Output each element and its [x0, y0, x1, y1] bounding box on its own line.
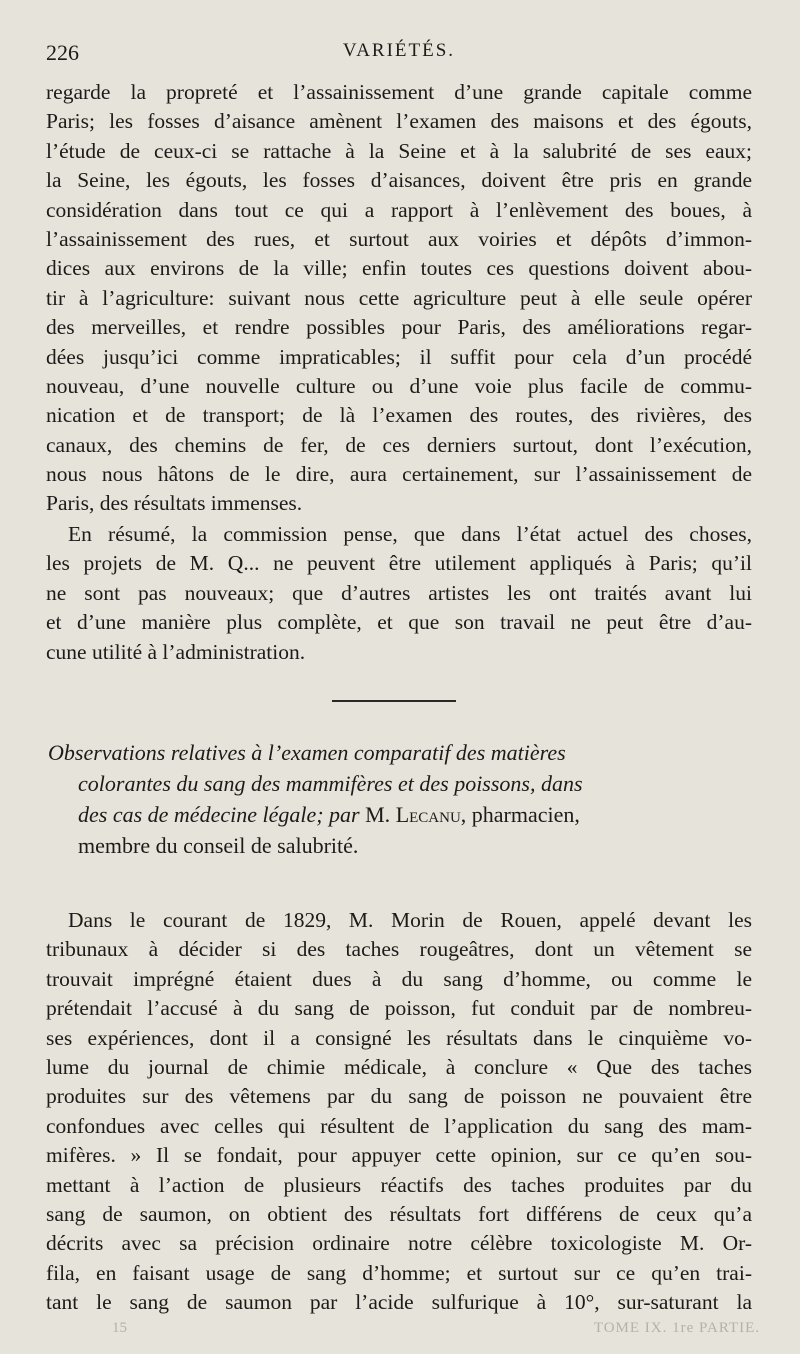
volume-mark: TOME IX. 1re PARTIE. [593, 1320, 760, 1336]
text-line: la Seine, les égouts, les fosses d’aisances, doivent être pris en grande [46, 168, 752, 193]
author-prefix: M. [365, 802, 391, 827]
text-line: produites sur des vêtemens par du sang de poisson ne pouvaient être [46, 1084, 752, 1109]
text-line: nouveau, d’une nouvelle culture ou d’une voie plus facile de commu- [46, 373, 752, 398]
page-header [46, 40, 752, 76]
text-line: prétendait l’accusé à du sang de poisson, fut conduit par de nombreu- [46, 996, 752, 1021]
text-line: et d’une manière plus complète, et que son travail ne peut être d’au- [46, 610, 752, 635]
text-line: En résumé, la commission pense, que dans l’état actuel des choses, [68, 522, 752, 546]
text-line: les projets de M. Q... ne peuvent être utilement appliqués à Paris; qu’il [46, 551, 752, 576]
article-title [48, 737, 752, 861]
text-line: considération dans tout ce qui a rapport à l’enlèvement des boues, à [46, 197, 752, 222]
text-line: l’assainissement des rues, et surtout aux voiries et dépôts d’immon- [46, 226, 752, 251]
text-line: trouvait imprégné étaient dues à du sang d’homme, ou comme le [46, 966, 752, 991]
text-line: nous nous hâtons de le dire, aura certainement, sur l’assainissement de [46, 462, 752, 487]
page-number: 226 [46, 40, 79, 65]
text-line: fila, en faisant usage de sang d’homme; et surtout sur ce qu’en trai- [46, 1260, 752, 1285]
author-role: , pharmacien, [460, 802, 580, 827]
text-line: lume du journal de chimie médicale, à conclure « Que des taches [46, 1054, 752, 1079]
text-line: Paris, des résultats immenses. [46, 491, 303, 516]
title-line: colorantes du sang des mammifères et des poissons, dans [78, 771, 583, 796]
text-line: dées jusqu’ici comme impraticables; il suffit pour cela d’un procédé [46, 344, 752, 369]
text-line: ses expériences, dont il a consigné les résultats dans le cinquième vo- [46, 1025, 752, 1050]
author-name: Lecanu [395, 802, 461, 827]
running-head: VARIÉTÉS. [342, 40, 456, 61]
paragraph-1 [46, 78, 752, 519]
paragraph-2 [46, 520, 752, 667]
text-line: Dans le courant de 1829, M. Morin de Rouen, appelé devant les [68, 908, 752, 932]
text-line: regarde la propreté et l’assainissement d’une grande capitale comme [46, 80, 752, 104]
text-line: des merveilles, et rendre possibles pour Paris, des améliorations regar- [46, 315, 752, 340]
text-line: tant le sang de saumon par l’acide sulfurique à 10°, sur-saturant la [46, 1290, 752, 1315]
title-line: membre du conseil de salubrité. [78, 833, 359, 858]
text-line: sang de saumon, on obtient des résultats fort différens de ceux qu’a [46, 1201, 752, 1226]
text-line: mifères. » Il se fondait, pour appuyer cette opinion, sur ce qu’en sou- [46, 1143, 752, 1168]
text-line: Paris; les fosses d’aisance amènent l’examen des maisons et des égouts, [46, 109, 752, 134]
title-line: Observations relatives à l’examen comparatif des matières [48, 740, 566, 765]
text-line: canaux, des chemins de fer, de ces derniers surtout, dont l’exécution, [46, 432, 752, 457]
section-divider [332, 700, 456, 702]
signature-mark: 15 [112, 1320, 127, 1336]
text-line: l’étude de ceux-ci se rattache à la Seine et à la salubrité de ses eaux; [46, 138, 752, 163]
text-line: nication et de transport; de là l’examen des routes, des rivières, des [46, 403, 752, 428]
text-line: ne sont pas nouveaux; que d’autres artistes les ont traités avant lui [46, 580, 752, 605]
text-line: mettant à l’action de plusieurs réactifs des taches produites par du [46, 1172, 752, 1197]
page-footer [112, 1320, 760, 1344]
text-line: cune utilité à l’administration. [46, 639, 306, 664]
title-text: des cas de médecine légale; par [78, 802, 360, 827]
text-line: tribunaux à décider si des taches rougeâtres, dont un vêtement se [46, 937, 752, 962]
text-line: confondues avec celles qui résultent de l’application du sang des mam- [46, 1113, 752, 1138]
title-line [48, 799, 752, 830]
text-line: dices aux environs de la ville; enfin toutes ces questions doivent abou- [46, 256, 752, 281]
text-line: tir à l’agriculture: suivant nous cette agriculture peut à elle seule opérer [46, 285, 752, 310]
paragraph-3 [46, 906, 752, 1317]
text-line: décrits avec sa précision ordinaire notre célèbre toxicologiste M. Or- [46, 1231, 752, 1256]
